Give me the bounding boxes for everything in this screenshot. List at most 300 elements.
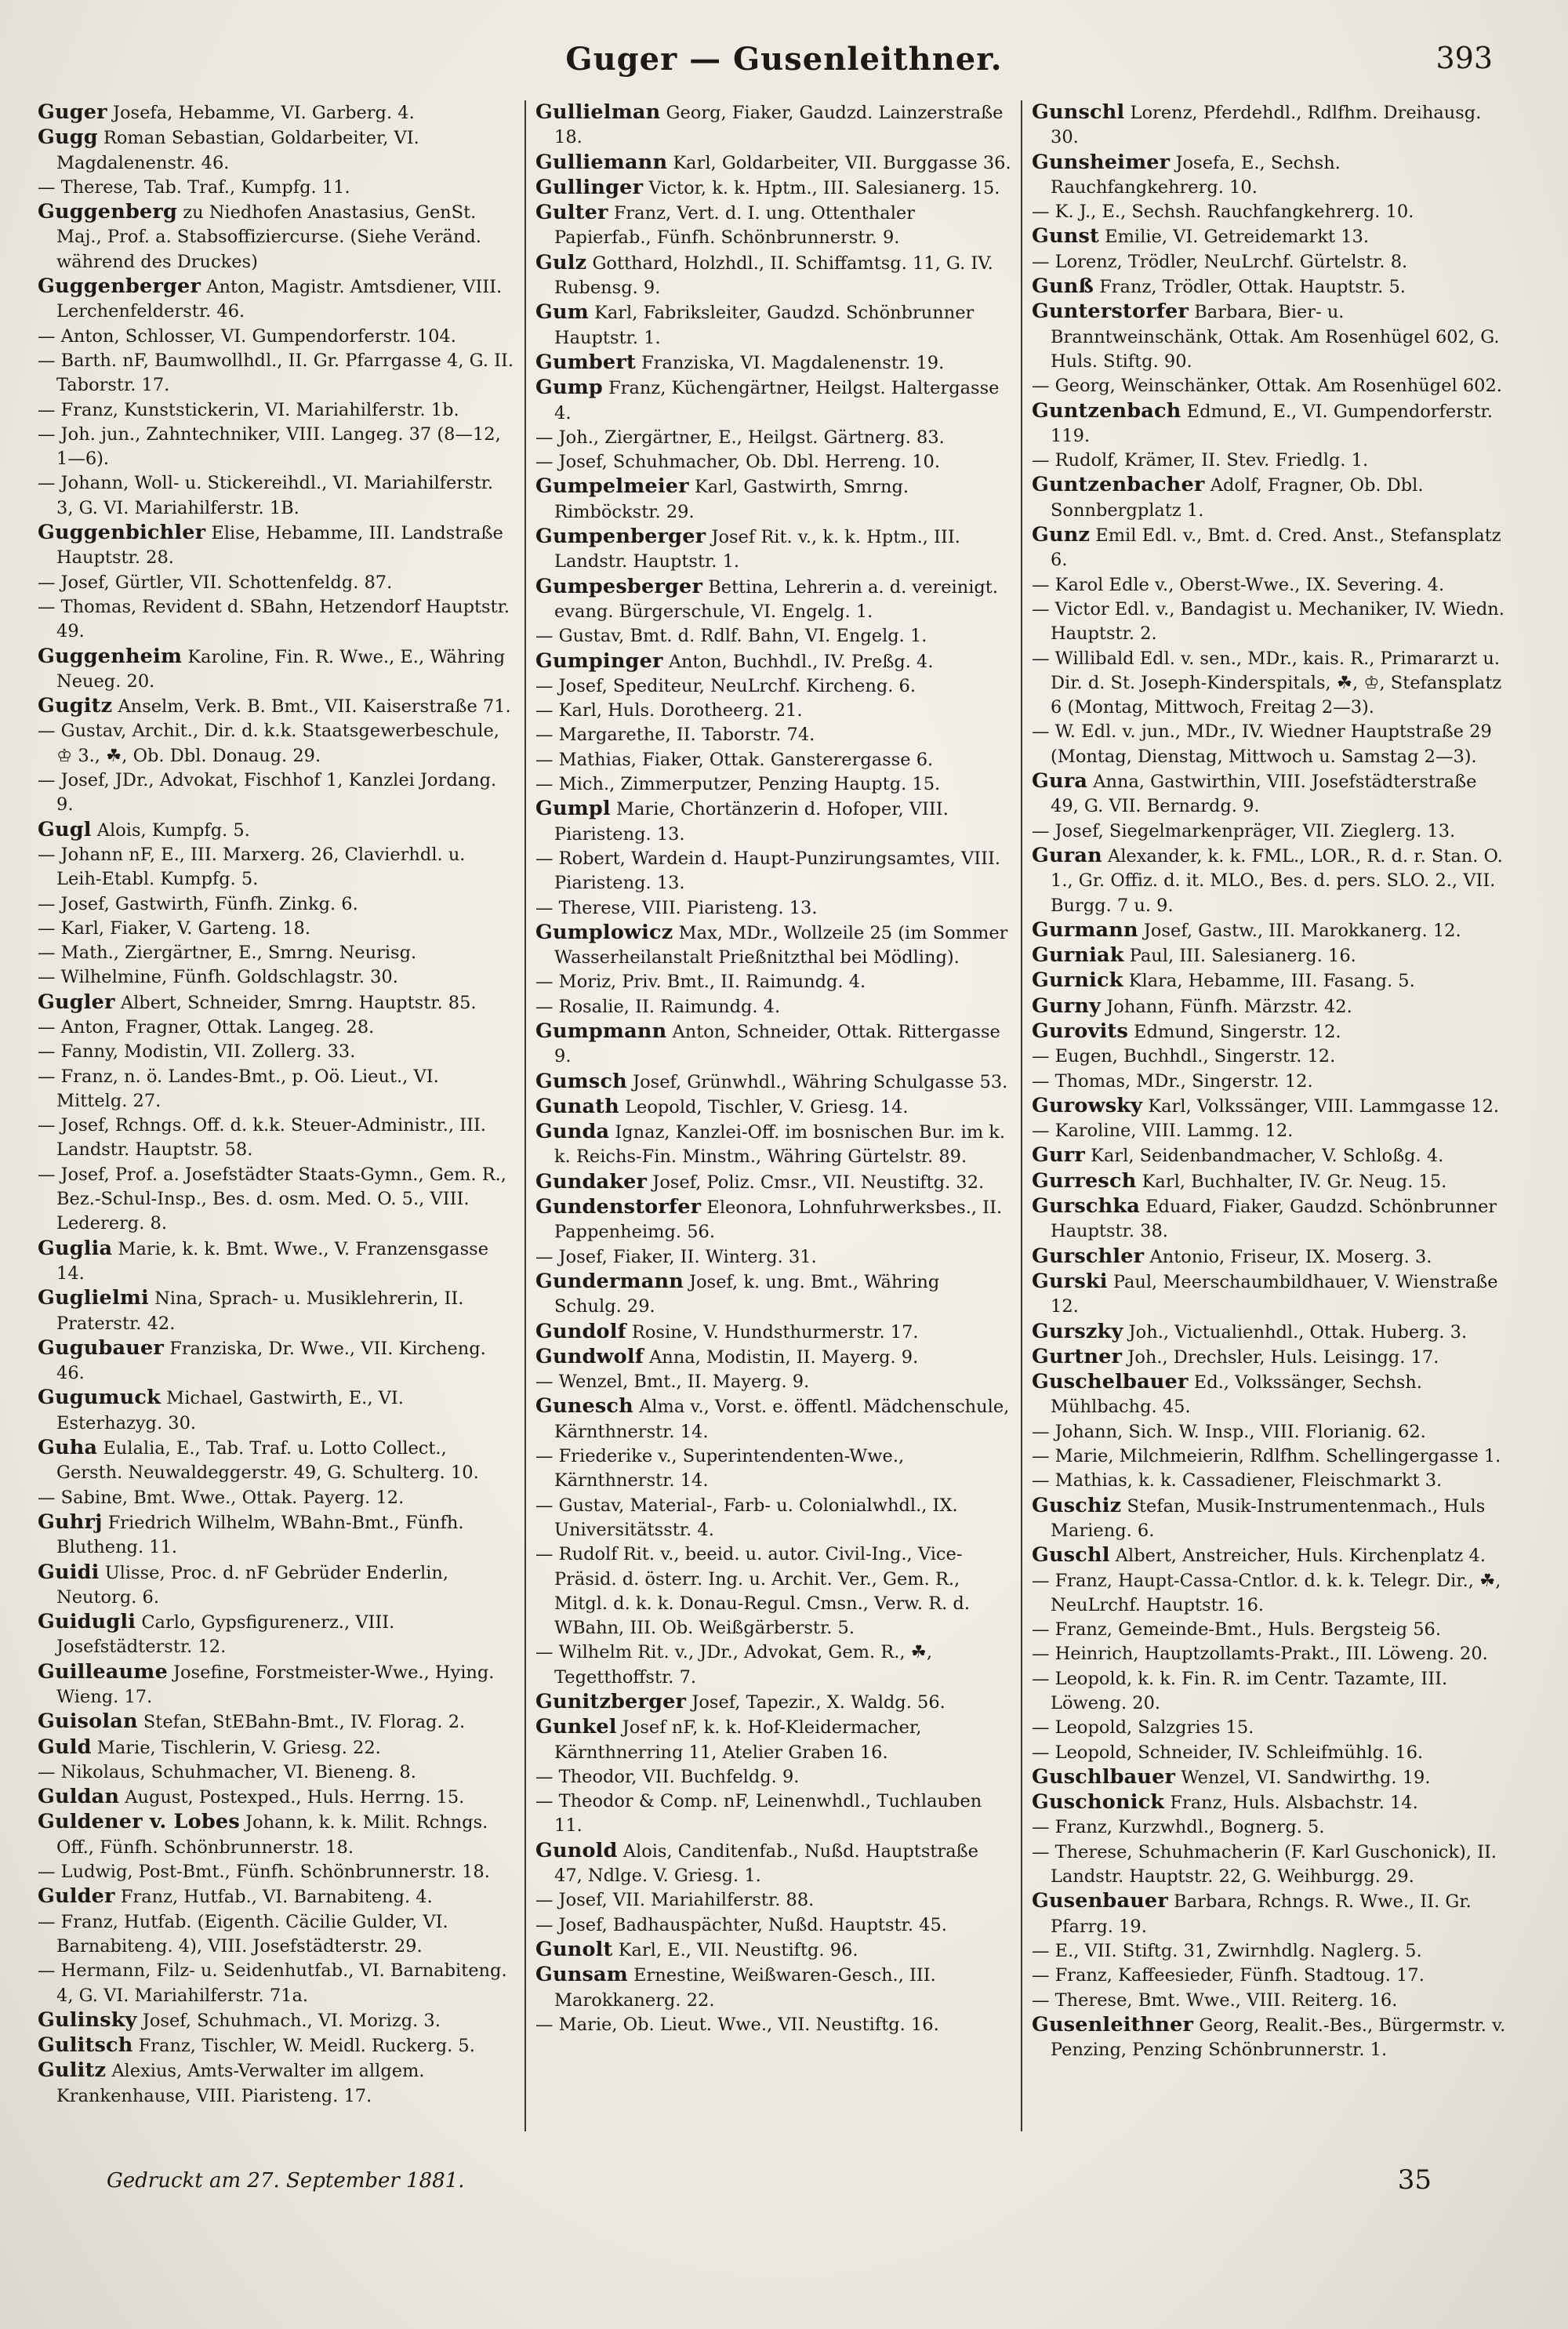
- directory-entry: [38, 1286, 515, 1336]
- directory-entry: [535, 251, 1011, 301]
- directory-entry: [1032, 300, 1508, 374]
- entry-surname: Guger: [38, 100, 107, 124]
- directory-entry: [38, 1660, 515, 1710]
- entry-details: Karl, Seidenbandmacher, V. Schloßg. 4.: [1091, 1146, 1444, 1167]
- page-footer: [28, 2164, 1518, 2211]
- directory-entry: [38, 1040, 515, 1064]
- entry-details: — E., VII. Stiftg. 31, Zwirnhdlg. Naglerg. 5.: [1032, 1940, 1422, 1961]
- entry-surname: Guggenbichler: [38, 521, 206, 545]
- entry-surname: Gundolf: [535, 1319, 626, 1343]
- directory-entry: [1032, 1494, 1508, 1544]
- directory-entry: [535, 1963, 1011, 2013]
- directory-entry: [1032, 1815, 1508, 1840]
- directory-entry: [38, 200, 515, 274]
- entry-details: Franz, Huls. Alsbachstr. 14.: [1170, 1793, 1418, 1814]
- entry-surname: Gulder: [38, 1884, 115, 1909]
- entry-details: — Franz, Kurzwhdl., Bognerg. 5.: [1032, 1817, 1325, 1838]
- directory-entry: [38, 892, 515, 917]
- entry-details: Josef nF, k. k. Hof-Kleidermacher, Kärnthnerring 11, Atelier Graben 16.: [554, 1717, 922, 1763]
- directory-entry: [1032, 473, 1508, 523]
- entry-surname: Gundwolf: [535, 1344, 644, 1368]
- entry-details: — Franz, n. ö. Landes-Bmt., p. Oö. Lieut., VI. Mittelg. 27.: [38, 1066, 439, 1111]
- entry-details: Paul, Meerschaumbildhauer, V. Wienstraße 12.: [1051, 1271, 1498, 1317]
- directory-entry: [535, 351, 1011, 376]
- entry-details: — Barth. nF, Baumwollhdl., II. Gr. Pfarrgasse 4, G. II. Taborstr. 17.: [38, 350, 514, 396]
- entry-surname: Gugl: [38, 817, 92, 841]
- directory-entry: [38, 1735, 515, 1760]
- directory-entry: [38, 471, 515, 521]
- entry-details: — Mathias, k. k. Cassadiener, Fleischmarkt 3.: [1032, 1470, 1443, 1492]
- entry-details: Eleonora, Lohnfuhrwerksbes., II. Pappenheimg. 56.: [554, 1197, 1003, 1243]
- entry-details: — Robert, Wardein d. Haupt-Punzirungsamtes, VIII. Piaristeng. 13.: [535, 848, 1001, 894]
- entry-surname: Gumbert: [535, 350, 636, 374]
- entry-details: — Theodor, VII. Buchfeldg. 9.: [535, 1766, 800, 1787]
- entry-details: — Franz, Hutfab. (Eigenth. Cäcilie Gulder, VI. Barnabiteng. 4), VIII. Josefstädterstr. 29.: [38, 1911, 448, 1957]
- entry-surname: Gumpmann: [535, 1019, 667, 1043]
- entry-details: — Johann nF, E., III. Marxerg. 26, Clavierhdl. u. Leih-Etabl. Kumpfg. 5.: [38, 844, 466, 890]
- directory-entry: [38, 1710, 515, 1735]
- entry-surname: Gurtner: [1032, 1344, 1123, 1368]
- entry-details: Emilie, VI. Getreidemarkt 13.: [1105, 227, 1369, 248]
- entry-details: Ed., Volkssänger, Sechsh. Mühlbachg. 45.: [1051, 1372, 1422, 1418]
- directory-entry: [38, 521, 515, 571]
- directory-entry: [535, 1170, 1011, 1195]
- directory-entry: [1032, 1618, 1508, 1642]
- entry-details: Karl, Goldarbeiter, VII. Burggasse 36.: [673, 152, 1011, 173]
- directory-entry: [535, 1394, 1011, 1444]
- directory-entry: [1032, 1569, 1508, 1619]
- entry-details: — Anton, Fragner, Ottak. Langeg. 28.: [38, 1016, 375, 1037]
- entry-surname: Gumpenberger: [535, 525, 706, 549]
- directory-entry: [535, 1270, 1011, 1320]
- directory-entry: [535, 995, 1011, 1019]
- directory-entry: [535, 1070, 1011, 1095]
- entry-details: Franziska, VI. Magdalenenstr. 19.: [641, 352, 945, 373]
- directory-entry: [1032, 1370, 1508, 1420]
- entry-surname: Gurszky: [1032, 1319, 1123, 1343]
- directory-entry: [38, 1760, 515, 1785]
- entry-details: Marie, Tischlerin, V. Griesg. 22.: [96, 1737, 381, 1758]
- directory-entry: [38, 965, 515, 990]
- entry-surname: Gunold: [535, 1838, 618, 1862]
- entry-details: — Fanny, Modistin, VII. Zollerg. 33.: [38, 1041, 356, 1063]
- directory-entry: [535, 450, 1011, 474]
- entry-details: Georg, Realit.-Bes., Bürgermstr. v. Penzing, Penzing Schönbrunnerstr. 1.: [1051, 2015, 1506, 2061]
- directory-entry: [38, 843, 515, 892]
- directory-entry: [535, 748, 1011, 772]
- entry-surname: Gunst: [1032, 224, 1099, 249]
- entry-details: — Josef, Spediteur, NeuLrchf. Kircheng. 6.: [535, 675, 916, 696]
- entry-surname: Gunterstorfer: [1032, 300, 1189, 324]
- entry-surname: Guhrj: [38, 1510, 103, 1534]
- entry-details: Johann, Fünfh. Märzstr. 42.: [1106, 996, 1352, 1017]
- directory-entry: [38, 398, 515, 423]
- directory-entry: [1032, 720, 1508, 769]
- directory-entry: [535, 1245, 1011, 1270]
- entry-details: — Karl, Huls. Dorotheerg. 21.: [535, 700, 803, 721]
- entry-details: — Franz, Kaffeesieder, Fünfh. Stadtoug. 17.: [1032, 1965, 1425, 1986]
- entry-details: — Thomas, MDr., Singerstr. 12.: [1032, 1070, 1313, 1092]
- directory-entry: [1032, 943, 1508, 968]
- directory-entry: [38, 1486, 515, 1510]
- entry-surname: Gugitz: [38, 694, 113, 718]
- entry-surname: Gulz: [535, 250, 587, 274]
- directory-entry: [1032, 1444, 1508, 1469]
- entry-details: Franz, Tischler, W. Meidl. Ruckerg. 5.: [138, 2036, 475, 2057]
- directory-entry: [38, 176, 515, 200]
- entry-details: August, Postexped., Huls. Herrng. 15.: [125, 1787, 465, 1808]
- directory-entry: [38, 1561, 515, 1611]
- directory-entry: [38, 1016, 515, 1040]
- entry-surname: Gumpelmeier: [535, 474, 689, 499]
- directory-entry: [38, 1884, 515, 1909]
- directory-entry: [535, 1839, 1011, 1889]
- directory-entry: [38, 694, 515, 719]
- entry-surname: Gumsch: [535, 1069, 627, 1093]
- entry-details: Antonio, Friseur, IX. Moserg. 3.: [1149, 1246, 1432, 1267]
- directory-entry: [38, 349, 515, 398]
- directory-entry: [38, 1510, 515, 1561]
- entry-surname: Gurny: [1032, 994, 1102, 1018]
- directory-entry: [535, 1019, 1011, 1070]
- entry-details: — Wilhelm Rit. v., JDr., Advokat, Gem. R., ☘, Tegetthoffstr. 7.: [535, 1642, 932, 1688]
- entry-details: Edmund, Singerstr. 12.: [1134, 1021, 1341, 1042]
- entry-details: Emil Edl. v., Bmt. d. Cred. Anst., Stefansplatz 6.: [1051, 525, 1501, 571]
- directory-entry: [535, 1095, 1011, 1120]
- entry-details: Karl, Gastwirth, Smrng. Rimböckstr. 29.: [554, 477, 909, 522]
- entry-details: — Gustav, Material-, Farb- u. Colonialwhdl., IX. Universitätsstr. 4.: [535, 1495, 958, 1540]
- directory-entry: [1032, 399, 1508, 449]
- entry-details: — Franz, Haupt-Cassa-Cntlor. d. k. k. Telegr. Dir., ☘, NeuLrchf. Hauptstr. 16.: [1032, 1570, 1501, 1615]
- directory-entry: [535, 674, 1011, 699]
- entry-details: Michael, Gastwirth, E., VI. Esterhazyg. 30.: [56, 1388, 404, 1433]
- entry-details: — Therese, Schuhmacherin (F. Karl Guschonick), II. Landstr. Hauptstr. 22, G. Weihburgg. 29.: [1032, 1841, 1497, 1888]
- entry-surname: Gurowsky: [1032, 1093, 1143, 1117]
- directory-entry: [38, 325, 515, 349]
- entry-details: — Gustav, Bmt. d. Rdlf. Bahn, VI. Engelg. 1.: [535, 626, 927, 647]
- entry-details: Franziska, Dr. Wwe., VII. Kircheng. 46.: [56, 1338, 486, 1384]
- directory-entry: [1032, 1345, 1508, 1370]
- entry-surname: Gurovits: [1032, 1019, 1128, 1043]
- entry-details: Ignaz, Kanzlei-Off. im bosnischen Bur. im k. k. Reichs-Fin. Minstm., Währing Gürtelstr. 89.: [554, 1122, 1006, 1168]
- directory-entry: [1032, 1420, 1508, 1444]
- directory-entry: [1032, 573, 1508, 598]
- entry-details: — Leopold, Schneider, IV. Schleifmühlg. 16.: [1032, 1742, 1424, 1763]
- entry-details: — Rosalie, II. Raimundg. 4.: [535, 996, 781, 1017]
- entry-surname: Guschiz: [1032, 1493, 1122, 1517]
- directory-entry: [1032, 224, 1508, 249]
- entry-details: Alma v., Vorst. e. öffentl. Mädchenschule, Kärnthnerstr. 14.: [554, 1397, 1010, 1442]
- entry-surname: Gundaker: [535, 1169, 648, 1194]
- entry-surname: Guilleaume: [38, 1659, 168, 1684]
- entry-details: Alois, Kumpfg. 5.: [96, 819, 250, 841]
- entry-details: — K. J., E., Sechsh. Rauchfangkehrerg. 10.: [1032, 202, 1414, 223]
- entry-details: — Marie, Ob. Lieut. Wwe., VII. Neustiftg. 16.: [535, 2014, 939, 2035]
- directory-entry: [1032, 1765, 1508, 1790]
- entry-surname: Guschlbauer: [1032, 1764, 1176, 1789]
- directory-entry: [535, 525, 1011, 575]
- directory-entry: [38, 917, 515, 941]
- entry-details: Roman Sebastian, Goldarbeiter, VI. Magdalenenstr. 46.: [56, 128, 419, 173]
- column-left: [28, 100, 524, 2131]
- directory-entry: [1032, 374, 1508, 398]
- entry-details: — Therese, Bmt. Wwe., VIII. Reiterg. 16.: [1032, 1989, 1398, 2011]
- directory-entry: [38, 274, 515, 325]
- directory-entry: [1032, 819, 1508, 844]
- directory-entry: [1032, 151, 1508, 201]
- directory-entry: [535, 201, 1011, 251]
- entry-details: — Moriz, Priv. Bmt., II. Raimundg. 4.: [535, 972, 866, 993]
- entry-surname: Gurmann: [1032, 917, 1138, 942]
- entry-surname: Gurschka: [1032, 1194, 1140, 1219]
- entry-surname: Gunsheimer: [1032, 150, 1171, 174]
- entry-surname: Guschelbauer: [1032, 1370, 1189, 1394]
- directory-entry: [535, 772, 1011, 797]
- entry-details: Karl, E., VII. Neustiftg. 96.: [618, 1939, 858, 1960]
- directory-entry: [535, 474, 1011, 525]
- directory-entry: [535, 1913, 1011, 1938]
- directory-entry: [38, 1436, 515, 1486]
- directory-entry: [1032, 1469, 1508, 1493]
- directory-entry: [535, 1345, 1011, 1370]
- entry-details: — Anton, Schlosser, VI. Gumpendorferstr. 104.: [38, 325, 456, 347]
- directory-entry: [535, 847, 1011, 896]
- entry-surname: Guntzenbacher: [1032, 473, 1205, 497]
- directory-entry: [38, 818, 515, 843]
- directory-entry: [38, 1785, 515, 1810]
- entry-details: Carlo, Gypsfigurenerz., VIII. Josefstädterstr. 12.: [56, 1612, 395, 1658]
- entry-details: — Heinrich, Hauptzollamts-Prakt., III. Löweng. 20.: [1032, 1644, 1488, 1665]
- entry-details: Ernestine, Weißwaren-Gesch., III. Marokkanerg. 22.: [554, 1965, 936, 2011]
- entry-details: — Josef, Fiaker, II. Winterg. 31.: [535, 1246, 817, 1267]
- entry-details: Josef Rit. v., k. k. Hptm., III. Landstr. Hauptstr. 1.: [554, 527, 960, 572]
- entry-surname: Gundermann: [535, 1269, 684, 1293]
- entry-details: Karl, Volkssänger, VIII. Lammgasse 12.: [1148, 1095, 1500, 1117]
- entry-surname: Guglia: [38, 1236, 113, 1260]
- directory-entry: [1032, 994, 1508, 1019]
- entry-surname: Guha: [38, 1436, 98, 1460]
- directory-entry: [38, 645, 515, 695]
- directory-entry: [535, 300, 1011, 351]
- entry-details: Josefa, E., Sechsh. Rauchfangkehrerg. 10.: [1051, 152, 1341, 198]
- entry-details: — Josef, Badhauspächter, Nußd. Hauptstr. 45.: [535, 1914, 947, 1935]
- entry-details: Albert, Anstreicher, Huls. Kirchenplatz 4.: [1115, 1546, 1486, 1567]
- column-right: [1021, 100, 1517, 2131]
- page-title: Guger — Gusenleithner.: [565, 41, 1003, 78]
- entry-details: — Rudolf, Krämer, II. Stev. Friedlg. 1.: [1032, 450, 1369, 471]
- entry-surname: Gump: [535, 376, 603, 400]
- directory-entry: [1032, 274, 1508, 300]
- entry-details: — Mich., Zimmerputzer, Penzing Hauptg. 15.: [535, 774, 941, 795]
- entry-surname: Gusenleithner: [1032, 2012, 1194, 2037]
- directory-entry: [535, 723, 1011, 747]
- entry-surname: Gurniak: [1032, 943, 1124, 968]
- entry-details: Stefan, Musik-Instrumentenmach., Huls Marieng. 6.: [1051, 1495, 1486, 1541]
- entry-details: Adolf, Fragner, Ob. Dbl. Sonnbergplatz 1.: [1051, 475, 1424, 521]
- directory-entry: [535, 699, 1011, 723]
- directory-entry: [1032, 200, 1508, 224]
- directory-entry: [38, 1163, 515, 1237]
- entry-details: — Johann, Sich. W. Insp., VIII. Florianig. 62.: [1032, 1421, 1426, 1442]
- entry-details: — Math., Ziergärtner, E., Smrng. Neurisg.: [38, 943, 417, 964]
- entry-surname: Gunz: [1032, 523, 1091, 547]
- directory-entry: [1032, 968, 1508, 994]
- directory-entry: [535, 1938, 1011, 1963]
- directory-entry: [1032, 1716, 1508, 1740]
- entry-surname: Gunsam: [535, 1963, 628, 1987]
- entry-details: — W. Edl. v. jun., MDr., IV. Wiedner Hauptstraße 29 (Montag, Dienstag, Mittwoch u. Samstag 2—3).: [1032, 721, 1492, 767]
- entry-surname: Gumpinger: [535, 649, 663, 673]
- directory-entry: [38, 1336, 515, 1386]
- entry-surname: Gullielman: [535, 100, 661, 124]
- entry-details: Leopold, Tischler, V. Griesg. 14.: [625, 1096, 909, 1117]
- directory-entry: [38, 2008, 515, 2033]
- entry-details: — Karol Edle v., Oberst-Wwe., IX. Severing. 4.: [1032, 574, 1445, 595]
- directory-entry: [1032, 1939, 1508, 1964]
- entry-details: Victor, k. k. Hptm., III. Salesianerg. 15.: [648, 177, 1000, 198]
- entry-details: — Therese, Tab. Traf., Kumpfg. 11.: [38, 176, 350, 198]
- column-middle: [524, 100, 1021, 2131]
- directory-entry: [535, 376, 1011, 426]
- entry-surname: Gurr: [1032, 1143, 1085, 1168]
- entry-details: Karl, Buchhalter, IV. Gr. Neug. 15.: [1142, 1171, 1447, 1192]
- entry-details: Franz, Küchengärtner, Heilgst. Haltergasse 4.: [554, 378, 1000, 423]
- entry-surname: Gura: [1032, 769, 1088, 794]
- directory-entry: [535, 1494, 1011, 1543]
- directory-entry: [535, 896, 1011, 921]
- entry-details: — Friederike v., Superintendenten-Wwe., Kärnthnerstr. 14.: [535, 1446, 905, 1492]
- entry-details: Anton, Schneider, Ottak. Rittergasse 9.: [554, 1021, 1000, 1067]
- entry-details: — Ludwig, Post-Bmt., Fünfh. Schönbrunnerstr. 18.: [38, 1862, 490, 1883]
- directory-entry: [535, 2013, 1011, 2037]
- entry-details: Joh., Victualienhdl., Ottak. Huberg. 3.: [1128, 1321, 1468, 1343]
- directory-entry: [535, 1444, 1011, 1494]
- entry-details: — Willibald Edl. v. sen., MDr., kais. R., Primararzt u. Dir. d. St. Joseph-Kinderspitals, ☘, ♔, Stefansplatz 6 (Montag, Mittwoch, Freitag 2—3).: [1032, 648, 1502, 718]
- directory-entry: [535, 624, 1011, 649]
- entry-details: Eulalia, E., Tab. Traf. u. Lotto Collect., Gersth. Neuwaldeggerstr. 49, G. Schulterg. 10.: [56, 1438, 479, 1484]
- entry-details: Nina, Sprach- u. Musiklehrerin, II. Praterstr. 42.: [56, 1288, 464, 1334]
- directory-entry: [535, 1765, 1011, 1789]
- entry-surname: Guggenheim: [38, 644, 183, 668]
- entry-surname: Gurski: [1032, 1269, 1108, 1293]
- directory-entry: [1032, 1119, 1508, 1143]
- entry-details: Barbara, Bier- u. Branntweinschänk, Ottak. Am Rosenhügel 602, G. Huls. Stiftg. 90.: [1051, 302, 1500, 372]
- directory-entry: [1032, 2013, 1508, 2063]
- directory-entry: [38, 1860, 515, 1884]
- entry-surname: Gumpl: [535, 797, 611, 821]
- entry-surname: Gullinger: [535, 175, 644, 199]
- directory-entry: [1032, 1019, 1508, 1045]
- entry-details: — Franz, Gemeinde-Bmt., Huls. Bergsteig 56.: [1032, 1619, 1442, 1640]
- entry-details: — Josef, VII. Mariahilferstr. 88.: [535, 1890, 815, 1911]
- directory-entry: [1032, 100, 1508, 151]
- directory-entry: [1032, 1244, 1508, 1270]
- directory-columns: [28, 100, 1518, 2131]
- directory-entry: [535, 1120, 1011, 1170]
- directory-entry: [38, 941, 515, 965]
- entry-details: — Joh., Ziergärtner, E., Heilgst. Gärtnerg. 83.: [535, 427, 945, 448]
- entry-surname: Guschl: [1032, 1543, 1110, 1568]
- entry-details: — Theodor & Comp. nF, Leinenwhdl., Tuchlauben 11.: [535, 1791, 982, 1837]
- entry-details: — Thomas, Revident d. SBahn, Hetzendorf Hauptstr. 49.: [38, 596, 510, 642]
- entry-details: Anton, Buchhdl., IV. Preßg. 4.: [668, 651, 934, 672]
- entry-details: — Margarethe, II. Taborstr. 74.: [535, 725, 815, 746]
- directory-entry: [1032, 1790, 1508, 1815]
- entry-details: — Karoline, VIII. Lammg. 12.: [1032, 1121, 1294, 1142]
- entry-details: Paul, III. Salesianerg. 16.: [1129, 946, 1356, 967]
- entry-surname: Gulter: [535, 201, 608, 225]
- directory-entry: [38, 1910, 515, 1960]
- entry-details: — Leopold, k. k. Fin. R. im Centr. Tazamte, III. Löweng. 20.: [1032, 1668, 1448, 1713]
- directory-entry: [38, 423, 515, 472]
- page-header: [0, 41, 1568, 88]
- directory-entry: [38, 1959, 515, 2008]
- directory-entry: [535, 1789, 1011, 1839]
- entry-details: — Georg, Weinschänker, Ottak. Am Rosenhügel 602.: [1032, 376, 1502, 397]
- entry-surname: Gulitz: [38, 2058, 107, 2083]
- directory-entry: [1032, 598, 1508, 647]
- entry-surname: Guntzenbach: [1032, 398, 1181, 423]
- directory-entry: [38, 990, 515, 1016]
- directory-entry: [1032, 1543, 1508, 1568]
- entry-details: — Hermann, Filz- u. Seidenhutfab., VI. Barnabiteng. 4, G. VI. Mariahilferstr. 71a.: [38, 1960, 507, 2006]
- entry-details: — Nikolaus, Schuhmacher, VI. Bieneng. 8.: [38, 1761, 416, 1782]
- entry-details: Stefan, StEBahn-Bmt., IV. Florag. 2.: [143, 1712, 466, 1733]
- entry-surname: Gurschler: [1032, 1244, 1145, 1268]
- entry-surname: Gugg: [38, 125, 98, 150]
- entry-details: — Wilhelmine, Fünfh. Goldschlagstr. 30.: [38, 967, 398, 988]
- entry-details: Alexius, Amts-Verwalter im allgem. Krankenhause, VIII. Piaristeng. 17.: [56, 2061, 425, 2106]
- entry-details: — Victor Edl. v., Bandagist u. Mechaniker, IV. Wiedn. Hauptstr. 2.: [1032, 598, 1504, 645]
- entry-surname: Gulitsch: [38, 2033, 133, 2058]
- directory-entry: [38, 719, 515, 768]
- entry-surname: Guldan: [38, 1785, 120, 1809]
- entry-details: — Gustav, Archit., Dir. d. k.k. Staatsgewerbeschule, ♔ 3., ☘, Ob. Dbl. Donaug. 29.: [38, 721, 499, 766]
- directory-entry: [38, 595, 515, 645]
- directory-entry: [1032, 250, 1508, 274]
- entry-details: zu Niedhofen Anastasius, GenSt. Maj., Prof. a. Stabsoffiziercurse. (Siehe Veränd. während des Druckes): [56, 202, 481, 272]
- entry-details: — Josef, Prof. a. Josefstädter Staats-Gymn., Gem. R., Bez.-Schul-Insp., Bes. d. osm. Med. O. 5., VIII. Ledererg. 8.: [38, 1164, 506, 1234]
- directory-entry: [1032, 1169, 1508, 1194]
- entry-surname: Guisolan: [38, 1710, 138, 1734]
- entry-details: — Lorenz, Trödler, NeuLrchf. Gürtelstr. 8.: [1032, 251, 1408, 272]
- directory-entry: [38, 2058, 515, 2109]
- entry-details: Karl, Fabriksleiter, Gaudzd. Schönbrunner Hauptstr. 1.: [554, 303, 975, 348]
- entry-surname: Guschonick: [1032, 1790, 1165, 1815]
- entry-surname: Gunesch: [535, 1394, 633, 1419]
- entry-surname: Gum: [535, 300, 589, 325]
- directory-entry: [38, 1065, 515, 1114]
- directory-entry: [1032, 1741, 1508, 1765]
- directory-entry: [535, 426, 1011, 450]
- entry-details: — Wenzel, Bmt., II. Mayerg. 9.: [535, 1372, 810, 1393]
- directory-entry: [1032, 1889, 1508, 1939]
- directory-entry: [535, 1542, 1011, 1640]
- entry-surname: Gunitzberger: [535, 1690, 687, 1713]
- entry-details: — Josef, Schuhmacher, Ob. Dbl. Herreng. 10.: [535, 452, 940, 473]
- entry-details: — Josef, Gürtler, VII. Schottenfeldg. 87.: [38, 572, 393, 593]
- entry-details: — Joh. jun., Zahntechniker, VIII. Langeg. 37 (8—12, 1—6).: [38, 423, 501, 470]
- entry-surname: Gundenstorfer: [535, 1195, 702, 1219]
- entry-details: Franz, Trödler, Ottak. Hauptstr. 5.: [1099, 277, 1406, 298]
- entry-details: — Eugen, Buchhdl., Singerstr. 12.: [1032, 1046, 1336, 1067]
- directory-entry: [1032, 1840, 1508, 1890]
- entry-surname: Gugler: [38, 990, 115, 1014]
- entry-details: Gotthard, Holzhdl., II. Schiffamtsg. 11, G. IV. Rubensg. 9.: [554, 253, 993, 299]
- directory-entry: [1032, 1320, 1508, 1345]
- entry-details: Josef, Gastw., III. Marokkanerg. 12.: [1143, 920, 1461, 941]
- entry-details: — Leopold, Salzgries 15.: [1032, 1717, 1254, 1739]
